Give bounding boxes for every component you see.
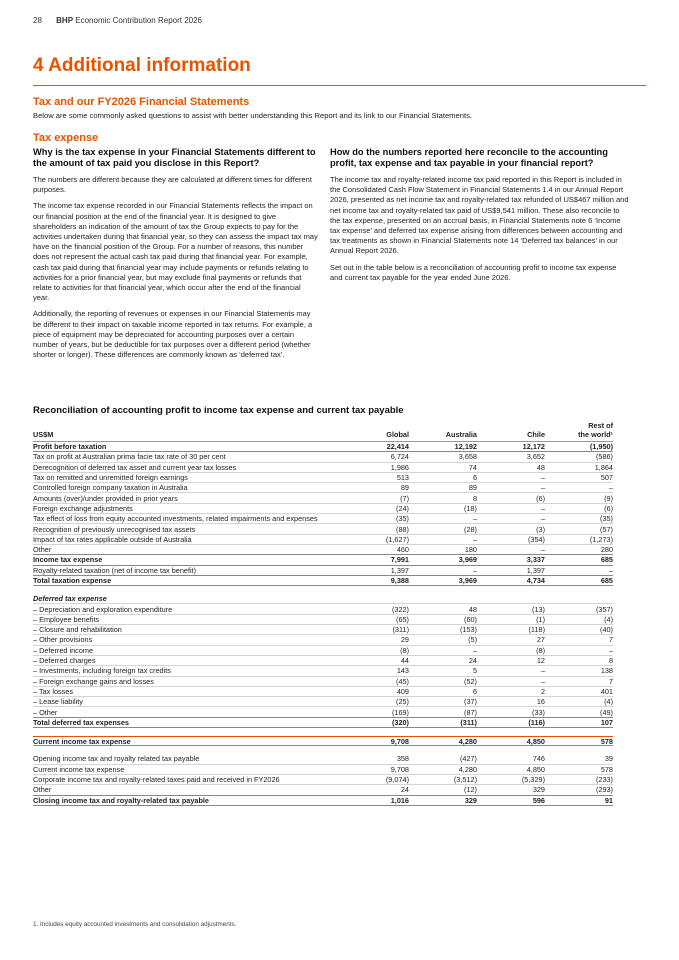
cell-value: 1,397 [390,565,409,575]
cell-value: 280 [600,545,613,555]
cell-value: 48 [536,462,545,472]
cell-value: (7) [400,493,409,503]
cell-value: 3,337 [526,555,545,565]
cell-value: 9,708 [390,764,409,774]
right-question: How do the numbers reported here reconcile to the accounting profit, tax expense and tax payable in your financial report? [330,147,608,168]
cell-value: (87) [464,707,477,717]
table-row [33,504,613,514]
table-row [33,463,613,473]
cell-value: 138 [600,666,613,676]
row-label: Other [33,785,52,795]
cell-value: (9,074) [385,775,409,785]
page-header [33,16,202,25]
row-label: Other [33,545,52,555]
cell-value: – [540,503,545,513]
cell-value: 1,864 [594,462,613,472]
intro-text: Below are some commonly asked questions to assist with better understanding this Report and its link to our Financial Statements. [33,111,472,120]
left-paragraph-2: The income tax expense recorded in our Financial Statements reflects the impact on our financial position at the end of the financial year. It is designed to give shareholders an indication of the amount of tax the Group expects to pay for the activities undertaken during that financial year, so they can assess the impact tax may have on the financial position of the Group. For a number of reasons, this number does not represent the actual cash tax paid during that financial year. For example, cash tax paid during that financial year may include payments or refunds relating to activities for a prior financial year, but may exclude final payments or refunds that relate to activities for that financial year, which occur after the end of the financial year. [33,201,318,303]
cell-value: (18) [464,503,477,513]
cell-value: 578 [600,764,613,774]
table-title: Reconciliation of accounting profit to income tax expense and current tax payable [33,405,404,416]
cell-value: 29 [400,635,409,645]
cell-value: (118) [528,625,545,635]
cell-value: 3,658 [458,452,477,462]
cell-value: (40) [600,625,613,635]
cell-value: (586) [595,452,613,462]
cell-value: 74 [468,462,477,472]
tax-expense-heading: Tax expense [33,132,99,144]
cell-value: 7 [608,635,613,645]
table-row [33,707,613,717]
cell-value: 401 [600,686,613,696]
table-row [33,677,613,687]
cell-value: (311) [392,625,409,635]
table-row [33,514,613,524]
cell-value: 22,414 [386,442,409,452]
cell-value: – [540,676,545,686]
cell-value: (35) [600,514,613,524]
right-paragraph-2: Set out in the table below is a reconciliation of accounting profit to income tax expense and current tax payable for the year ended June 2026. [330,262,617,282]
cell-value: 9,388 [390,576,409,585]
cell-value: – [472,534,477,544]
row-label: Income tax expense [33,555,103,565]
cell-value: (24) [396,503,409,513]
cell-value: 180 [464,545,477,555]
table-row [33,765,613,775]
section-title: 4 Additional information [33,55,251,76]
cell-value: (4) [604,697,613,707]
table-spacer [33,728,613,736]
cell-value: 4,850 [526,764,545,774]
cell-value: (65) [396,614,409,624]
row-label: – Deferred charges [33,656,96,666]
cell-value: 91 [604,795,613,805]
cell-value: – [608,483,613,493]
table-row [33,566,613,576]
subtitle: Tax and our FY2026 Financial Statements [33,96,250,108]
row-label: Closing income tax and royalty-related tax payable [33,795,209,805]
row-label: – Investments, including foreign tax credits [33,666,171,676]
cell-value: 89 [400,483,409,493]
right-column [330,147,630,289]
row-label: Amounts (over)/under provided in prior years [33,493,178,503]
table-row [33,442,613,452]
row-label: Tax effect of loss from equity accounted investments, related impairments and expenses [33,514,318,524]
cell-value: 578 [600,736,613,746]
cell-value: 4,280 [458,736,477,746]
cell-value: 48 [468,604,477,614]
cell-value: 4,850 [526,736,545,746]
left-question: Why is the tax expense in your Financial Statements different to the amount of tax paid you disclose in this Report? [33,147,316,168]
cell-value: (5) [468,635,477,645]
cell-value: (49) [600,707,613,717]
row-label: – Other [33,707,58,717]
cell-value: (33) [532,707,545,717]
table-spacer [33,586,613,594]
row-label: – Other provisions [33,635,93,645]
left-column [33,147,318,366]
cell-value: (35) [396,514,409,524]
row-label: Royalty-related taxation (net of income tax benefit) [33,565,197,575]
row-label: – Deferred income [33,645,94,655]
cell-value: (25) [396,697,409,707]
row-label: – Employee benefits [33,614,100,624]
table-row [33,524,613,534]
cell-value: 5 [472,666,477,676]
cell-value: 1,397 [526,565,545,575]
cell-value: (60) [464,614,477,624]
cell-value: 596 [532,795,545,805]
cell-value: (8) [400,645,409,655]
cell-value: – [472,645,477,655]
cell-value: (8) [536,645,545,655]
cell-value: 685 [600,576,613,585]
cell-value: (6) [604,503,613,513]
cell-value: (427) [459,754,477,764]
cell-value: (1,273) [589,534,613,544]
cell-value: 6 [472,686,477,696]
row-label: Opening income tax and royalty related tax payable [33,754,200,764]
cell-value: (28) [464,524,477,534]
column-header: Chile [527,430,545,439]
row-label: – Tax losses [33,686,74,696]
table-row [33,646,613,656]
row-label: Deferred tax expense [33,594,107,604]
table-row [33,473,613,483]
cell-value: 9,708 [390,736,409,746]
cell-value: (293) [595,785,613,795]
table-row [33,785,613,795]
cell-value: 27 [536,635,545,645]
cell-value: 39 [604,754,613,764]
table-row [33,535,613,545]
cell-value: – [540,666,545,676]
cell-value: 1,986 [390,462,409,472]
cell-value: (9) [604,493,613,503]
table-row [33,625,613,635]
cell-value: 4,734 [526,576,545,585]
table-row [33,594,613,604]
cell-value: (37) [464,697,477,707]
table-row [33,493,613,503]
cell-value: 6 [472,473,477,483]
table-row [33,796,613,806]
cell-value: 143 [396,666,409,676]
row-label: Current income tax expense [33,764,125,774]
cell-value: (12) [464,785,477,795]
cell-value: – [608,645,613,655]
table-row [33,656,613,666]
cell-value: 460 [396,545,409,555]
cell-value: (3) [536,524,545,534]
cell-value: – [540,545,545,555]
cell-value: (116) [528,717,545,727]
table-row [33,635,613,645]
row-label: Tax on profit at Australian prima facie tax rate of 30 per cent [33,452,226,462]
row-label: Recognition of previously unrecognised tax assets [33,524,196,534]
cell-value: 12,192 [454,442,477,452]
cell-value: 89 [468,483,477,493]
cell-value: 107 [600,717,613,727]
table-row [33,452,613,462]
cell-value: (1,627) [385,534,409,544]
cell-value: 409 [396,686,409,696]
cell-value: 24 [400,785,409,795]
column-header: Global [386,430,409,439]
cell-value: 685 [600,555,613,565]
row-label: – Closure and rehabilitation [33,625,122,635]
cell-value: – [540,514,545,524]
page-number: 28 [33,16,42,25]
row-label: – Lease liability [33,697,83,707]
column-header: Australia [445,430,477,439]
cell-value: (153) [459,625,477,635]
brand-name: BHP [56,16,74,25]
cell-value: 8 [608,656,613,666]
table-row [33,555,613,565]
cell-value: 2 [540,686,545,696]
row-label: Tax on remitted and unremitted foreign earnings [33,473,188,483]
cell-value: (357) [595,604,613,614]
report-title: Economic Contribution Report 2026 [75,16,203,25]
table-row [33,576,613,586]
cell-value: 6,724 [390,452,409,462]
cell-value: 746 [532,754,545,764]
cell-value: 24 [468,656,477,666]
cell-value: (1) [536,614,545,624]
cell-value: (169) [391,707,409,717]
row-label: Impact of tax rates applicable outside of Australia [33,534,192,544]
cell-value: (52) [464,676,477,686]
row-label: Foreign exchange adjustments [33,503,133,513]
column-header: US$M [33,430,54,439]
cell-value: (57) [600,524,613,534]
column-header-line: Rest of [588,421,613,430]
table-row [33,483,613,493]
cell-value: (322) [391,604,409,614]
cell-value: 3,969 [458,576,477,585]
row-label: Corporate income tax and royalty-related taxes paid and received in FY2026 [33,775,280,785]
table-row [33,718,613,728]
reconciliation-table [33,420,613,806]
row-label: Total taxation expense [33,576,112,585]
cell-value: (5,329) [521,775,545,785]
left-paragraph-1: The numbers are different because they are calculated at different times for different purposes. [33,175,312,195]
cell-value: 507 [600,473,613,483]
table-row [33,545,613,555]
cell-value: – [540,473,545,483]
cell-value: – [472,565,477,575]
table-row [33,736,613,746]
table-row [33,687,613,697]
row-label: – Depreciation and exploration expenditure [33,604,173,614]
cell-value: (6) [536,493,545,503]
row-label: Profit before taxation [33,442,107,452]
table-row [33,775,613,785]
cell-value: (45) [396,676,409,686]
cell-value: (311) [460,717,477,727]
table-row [33,604,613,614]
cell-value: 44 [400,656,409,666]
table-row [33,615,613,625]
row-label: Derecognition of deferred tax asset and current year tax losses [33,462,237,472]
row-label: Current income tax expense [33,736,131,746]
cell-value: 4,280 [458,764,477,774]
cell-value: (320) [391,717,409,727]
cell-value: 3,652 [526,452,545,462]
cell-value: 7,991 [390,555,409,565]
cell-value: – [608,565,613,575]
cell-value: 7 [608,676,613,686]
row-label: Total deferred tax expenses [33,717,129,727]
column-header-line: the world¹ [578,430,613,439]
row-label: Controlled foreign company taxation in Australia [33,483,188,493]
cell-value: 12 [536,656,545,666]
right-paragraph-1: The income tax and royalty-related income tax paid reported in this Report is included in the Consolidated Cash Flow Statement in Financial Statements 1.4 in our Annual Report 2026, presented as net income tax and royalty-related tax refunded of US$467 million and net income tax and royalty-related tax paid of US$9,541 million. These also reconcile to the tax expense, presented on an accrual basis, in Financial Statements note 6 ‘Income tax expense’ and deferred tax expense arising from differences between accounting and tax treatments as shown in Financial Statements note 14 ‘Deferred tax balances’ in our Annual Report 2026. [330,175,629,256]
left-paragraph-3: Additionally, the reporting of revenues or expenses in our Financial Statements may be different to their impact on taxable income reported in tax returns. For example, a piece of equipment may be depreciated for accounting purposes over a certain number of years, but be deductible for tax purposes over a different period (whether shorter or longer). These differences are commonly known as ‘deferred tax’. [33,309,313,360]
cell-value: 1,016 [390,795,409,805]
cell-value: (13) [532,604,545,614]
row-label: – Foreign exchange gains and losses [33,676,154,686]
cell-value: – [472,514,477,524]
cell-value: 329 [464,795,477,805]
cell-value: (4) [604,614,613,624]
title-divider [33,85,646,86]
table-spacer [33,746,613,754]
cell-value: 3,969 [458,555,477,565]
cell-value: 329 [532,785,545,795]
table-header-row [33,420,613,442]
table-row [33,697,613,707]
cell-value: 16 [536,697,545,707]
cell-value: (88) [396,524,409,534]
table-row [33,754,613,764]
cell-value: 12,172 [522,442,545,452]
table-row [33,666,613,676]
cell-value: 358 [396,754,409,764]
cell-value: (1,950) [589,442,613,452]
cell-value: (3,512) [453,775,477,785]
footnote: 1. Includes equity accounted investments and consolidation adjustments. [33,921,237,928]
cell-value: (233) [595,775,613,785]
cell-value: 8 [472,493,477,503]
cell-value: (354) [527,534,545,544]
cell-value: 513 [396,473,409,483]
cell-value: – [540,483,545,493]
column-header [545,421,613,439]
